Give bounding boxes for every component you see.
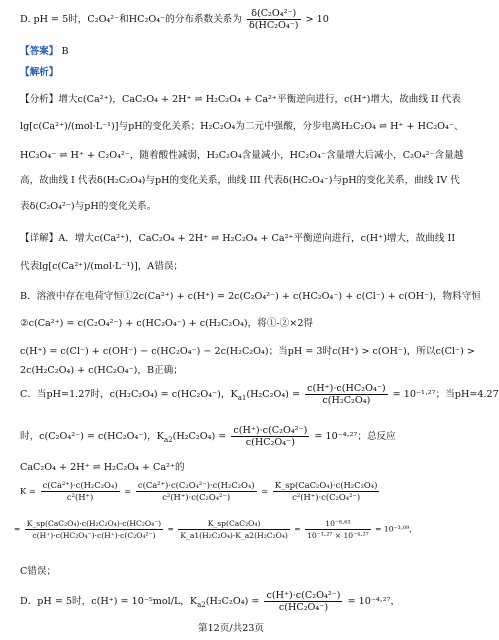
option-d-text: D. pH = 5时，C₂O₄²⁻和HC₂O₄⁻的分布系数关系为	[20, 14, 242, 25]
ka2-fraction	[231, 425, 309, 448]
fraction-numerator: K_sp(CaC₂O₄)	[178, 518, 290, 530]
detail-d-line-1	[20, 590, 452, 613]
text-segment: (H₂C₂O₄) =	[205, 596, 260, 607]
subscript: a2	[197, 600, 206, 609]
answer-line	[20, 46, 452, 58]
fraction-numerator: c(H⁺)·c(C₂O₄²⁻)	[233, 425, 308, 436]
fraction-numerator: K_sp(CaC₂O₄)·c(H₂C₂O₄)	[274, 480, 378, 490]
k-expression-line-1: K = $\frac{\text{c(Ca²⁺)·c(H₂C₂O₄)}}{\text{c²(H⁺)}}$ = $\frac{\text{c(Ca²⁺)·c(C₂O₄²⁻)·c(H₂C₂O₄)}}{\text{c²(H⁺)·c(C₂O₄²⁻)}}$ = $\frac{\text{K\_sp(CaC₂O₄)·c(H₂C₂O₄)}}{\text{c²(H⁺)·c(C₂O₄²⁻)}}$	[20, 480, 378, 502]
fraction-denominator: c²(H⁺)·c(C₂O₄²⁻)	[292, 492, 361, 502]
fraction-denominator: δ(HC₂O₄⁻)	[248, 20, 299, 31]
fraction-numerator: c(H⁺)·c(C₂O₄²⁻)	[266, 590, 341, 601]
analysis-tag: 【解析】	[20, 67, 59, 78]
detail-line-1: 【详解】A．增大c(Ca²⁺)，CaC₂O₄ + 2H⁺ ⇌ H₂C₂O₄ + Ca²⁺平衡逆向进行，c(H⁺)增大，故曲线 II	[20, 233, 456, 244]
k-expression-line-2: = $\frac{\text{K\_sp(CaC₂O₄)·c(H₂C₂O₄)·c(HC₂O₄⁻)}}{\text{c(H⁺)·c(HC₂O₄⁻)·c(H⁺)·c(C₂O₄²⁻)}}$ = $\frac{\text{K\_sp(CaC₂O₄)}}{\text{K\_a1(H₂C₂O₄)·K\_a2(H₂C₂O₄)}}$ = $\frac{\text{10⁻⁸·⁶³}}{\text{10⁻¹·²⁷ × 10⁻⁴·²⁷}}$ = 10⁻³·⁰⁹，	[14, 519, 417, 540]
fraction-denominator: K_a1(H₂C₂O₄)·K_a2(H₂C₂O₄)	[180, 531, 288, 540]
analysis-line-5: 表δ(C₂O₄²⁻)与pH的变化关系。	[20, 201, 157, 212]
k-fraction-1	[41, 480, 120, 503]
fraction-numerator: c(H⁺)·c(HC₂O₄⁻)	[307, 383, 386, 394]
k-fraction-2	[136, 480, 257, 503]
fraction-denominator: c²(H⁺)	[66, 492, 94, 502]
detail-c-line-3: CaC₂O₄ + 2H⁺ ⇌ H₂C₂O₄ + Ca²⁺的	[20, 462, 185, 473]
ka2-fraction-d	[264, 590, 342, 613]
subscript: a1	[237, 393, 247, 402]
detail-b-line-2: ②c(Ca²⁺) = c(C₂O₄²⁻) + c(HC₂O₄⁻) + c(H₂C₂O₄)，将①-②×2得	[20, 318, 314, 329]
fraction-numerator: c(Ca²⁺)·c(C₂O₄²⁻)·c(H₂C₂O₄)	[137, 480, 255, 490]
text-segment: = 10⁻¹·²⁷；当pH=4.27	[392, 389, 499, 400]
fraction-denominator: c(H₂C₂O₄)	[322, 395, 371, 406]
k2-fraction-1	[25, 518, 163, 541]
answer-tag: 【答案】	[20, 46, 59, 57]
detail-c-line-1	[20, 383, 499, 406]
analysis-line-4: 高，故曲线 I 代表δ(H₂C₂O₄)与pH的变化关系，曲线 III 代表δ(HC₂O₄⁻)与pH的变化关系，曲线 IV 代	[20, 175, 460, 186]
text-segment: = 10⁻⁴·²⁷；总反应	[314, 431, 396, 442]
analysis-line-1: 【分析】增大c(Ca²⁺)，CaC₂O₄ + 2H⁺ ⇌ H₂C₂O₄ + Ca²⁺平衡逆向进行，c(H⁺)增大，故曲线 II 代表	[20, 94, 461, 105]
option-d-line	[20, 8, 452, 31]
text-segment: (H₂C₂O₄) =	[172, 431, 227, 442]
answer-value: B	[61, 46, 69, 57]
detail-line-2: 代表lg[c(Ca²⁺)/(mol·L⁻¹)]，A错误；	[20, 261, 184, 272]
detail-b-line-4: 2c(H₂C₂O₄) + c(HC₂O₄⁻)，B正确；	[20, 365, 183, 376]
k-fraction-3	[273, 480, 380, 503]
fraction-denominator: c(H⁺)·c(HC₂O₄⁻)·c(H⁺)·c(C₂O₄²⁻)	[32, 531, 156, 540]
text-segment: = 10⁻³·⁰⁹，	[375, 524, 417, 534]
analysis-line-2: lg[c(Ca²⁺)/(mol·L⁻¹)]与pH的变化关系；H₂C₂O₄为二元中强酸，分步电离H₂C₂O₄ ⇌ H⁺ + HC₂O₄⁻、	[20, 121, 464, 132]
fraction-denominator: c(HC₂O₄⁻)	[278, 602, 329, 613]
detail-b-line-3: c(H⁺) = c(Cl⁻) + c(OH⁻) − c(HC₂O₄⁻) − 2c(H₂C₂O₄)；当pH = 3时c(H⁺) > c(OH⁻)，所以c(Cl⁻) >	[20, 346, 475, 357]
fraction-numerator: K_sp(CaC₂O₄)·c(H₂C₂O₄)·c(HC₂O₄⁻)	[26, 519, 162, 528]
detail-c-conclusion: C错误；	[20, 566, 57, 577]
fraction-numerator: δ(C₂O₄²⁻)	[247, 8, 301, 20]
text-segment: D．pH = 5时，c(H⁺) = 10⁻⁵mol/L，K	[20, 596, 198, 607]
option-d-tail: > 10	[305, 14, 329, 25]
text-segment: 时，c(C₂O₄²⁻) = c(HC₂O₄⁻)，K	[20, 431, 164, 442]
fraction-denominator: c(HC₂O₄⁻)	[245, 437, 295, 448]
text-segment: (H₂C₂O₄) =	[246, 389, 301, 400]
ka1-fraction	[305, 383, 388, 406]
fraction-numerator: c(Ca²⁺)·c(H₂C₂O₄)	[42, 480, 118, 490]
detail-b-line-1: B．溶液中存在电荷守恒①2c(Ca²⁺) + c(H⁺) = 2c(C₂O₄²⁻) + c(HC₂O₄⁻) + c(Cl⁻) + c(OH⁻)，物料守恒	[20, 291, 481, 302]
fraction-denominator: 10⁻¹·²⁷ × 10⁻⁴·²⁷	[307, 531, 369, 540]
text-segment: C．当pH=1.27时，c(H₂C₂O₄) = c(HC₂O₄⁻)，K	[20, 389, 238, 400]
subscript: a2	[163, 435, 173, 444]
fraction-numerator: 10⁻⁸·⁶³	[305, 518, 371, 530]
detail-c-line-2	[20, 425, 452, 448]
k2-fraction-3	[305, 518, 371, 541]
analysis-line-3: HC₂O₄⁻ ⇌ H⁺ + C₂O₄²⁻，随着酸性减弱，H₂C₂O₄含量减小，HC₂O₄⁻含量增大后减小，C₂O₄²⁻含量越	[20, 150, 464, 161]
fraction-denominator: c²(H⁺)·c(C₂O₄²⁻)	[162, 492, 231, 502]
text-segment: = 10⁻⁴·²⁷，	[347, 596, 401, 607]
text-segment: K =	[20, 486, 36, 496]
analysis-tag-line	[20, 67, 452, 79]
k2-fraction-2	[178, 518, 290, 541]
page-footer: 第12页/共23页	[197, 623, 265, 634]
option-d-fraction	[247, 8, 301, 31]
